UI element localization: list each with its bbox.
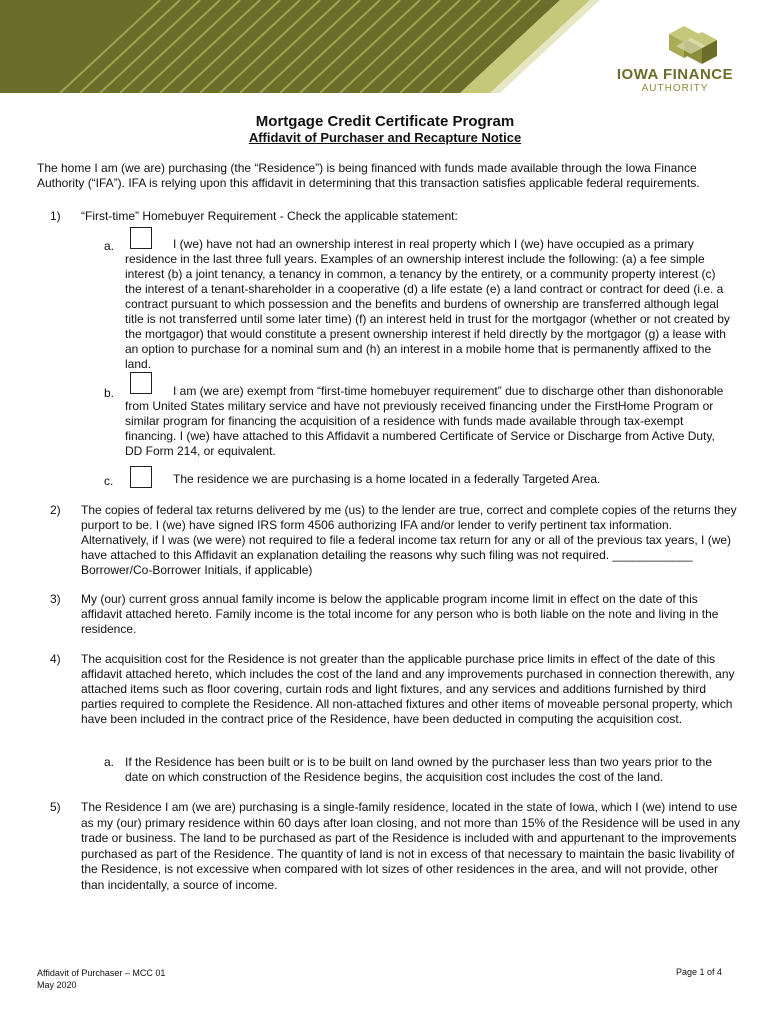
option-text: I (we) have not had an ownership interest in real property which I (we) have occupied as a primary residence in the last three full years. Examples of an ownership interest include the following: (a) a fee simple interest (b) a joint tenancy, a tenancy in common, a tenancy by the entirety, or a community property interest (c) the interest of a tenant-shareholder in a cooperative (d) a life estate (e) a land contract or contract for deed (i.e. a contract pursuant to which possession and the benefits and burdens of ownership are transferred although legal title is not transferred until some later time) (f) an interest held in trust for the mortgagor (whether or not created by the mortgagor) that would constitute a present ownership interest if held directly by the mortgagor (g) a lease with an option to purchase for a nominal sum and (h) an interest in a mobile home that is permanently affixed to the land. xyxy=(125,237,730,371)
section-number: 4) xyxy=(50,652,61,666)
option-label: c. xyxy=(104,474,114,488)
footer-date: May 2020 xyxy=(37,980,77,990)
section-number: 1) xyxy=(50,209,61,223)
option-label: a. xyxy=(104,755,115,769)
footer-doc-name: Affidavit of Purchaser – MCC 01 xyxy=(37,968,166,978)
logo-name: IOWA FINANCE xyxy=(616,66,734,83)
sub-item-text: If the Residence has been built or is to be built on land owned by the purchaser less than two years prior to the date on which construction of the Residence begins, the acquisition cost includes the cost of the land. xyxy=(125,755,713,784)
logo-subtitle: AUTHORITY xyxy=(641,83,709,94)
footer-doc-info xyxy=(37,967,165,991)
option-text: I am (we are) exempt from “first-time homebuyer requirement” due to discharge other than dishonorable from United States military service and have not previously received financing under the FirstHome Program or similar program for financing the acquisition of a residence with funds made available through tax-exempt financing. I (we) have attached to this Affidavit a numbered Certificate of Service or Discharge from Active Duty, DD Form 214, or equivalent. xyxy=(125,384,724,458)
document-subtitle: Affidavit of Purchaser and Recapture Notice xyxy=(248,130,522,145)
section-text: My (our) current gross annual family income is below the applicable program income limit in effect on the date of this affidavit attached hereto. Family income is the total income for any person who is both liable on the note and living in the residence. xyxy=(81,592,719,636)
option-c-checkbox[interactable] xyxy=(130,466,152,488)
option-label: a. xyxy=(104,239,115,253)
section-text: “First-time” Homebuyer Requirement - Check the applicable statement: xyxy=(81,209,458,223)
page-number: Page 1 of 4 xyxy=(675,967,722,977)
section-text: The acquisition cost for the Residence is not greater than the applicable purchase price limits in effect of the date of this affidavit attached hereto, which includes the cost of the land and any improvements purchased in connection therewith, any attached items such as floor covering, curtain rods and light fixtures, and any services and additions furnished by third parties required to complete the Residence. All non-attached fixtures and other items of moveable personal property, which have been included in the contract price of the Residence, have been deducted in computing the acquisition cost. xyxy=(81,652,735,726)
section-number: 2) xyxy=(50,503,61,517)
intro-paragraph: The home I am (we are) purchasing (the “Residence”) is being financed with funds made available through the Iowa Finance Authority (“IFA”). IFA is relying upon this affidavit in determining that this transaction satisfies applicable federal requirements. xyxy=(37,161,700,190)
option-text: The residence we are purchasing is a home located in a federally Targeted Area. xyxy=(173,472,601,486)
document-title: Mortgage Credit Certificate Program xyxy=(255,113,515,130)
section-number: 5) xyxy=(50,800,61,814)
option-label: b. xyxy=(104,386,115,400)
section-text: The copies of federal tax returns delivered by me (us) to the lender are true, correct and complete copies of the returns they purport to be. I (we) have signed IRS form 4506 authorizing IFA and/or lender to verify pertinent tax information. Alternatively, if I was (we were) not required to file a federal income tax return for any or all of the previous tax years, I (we) have attached to this Affidavit an explanation detailing the reasons why such filing was not required. ____________ Borrower/Co-Borrower Initials, if applicable) xyxy=(81,503,737,577)
section-text: The Residence I am (we are) purchasing is a single-family residence, located in the state of Iowa, which I (we) intend to use as my (our) primary residence within 60 days after loan closing, and not more than 15% of the Residence will be used in any trade or business. The land to be purchased as part of the Residence is included with and appurtenant to the improvements purchased as part of the Residence. The quantity of land is not in excess of that necessary to maintain the basic livability of the Residence, is not excessive when compared with lot sizes of other residences in the area, and will not provide, other than incidentally, a source of income. xyxy=(81,800,741,892)
section-number: 3) xyxy=(50,592,61,606)
